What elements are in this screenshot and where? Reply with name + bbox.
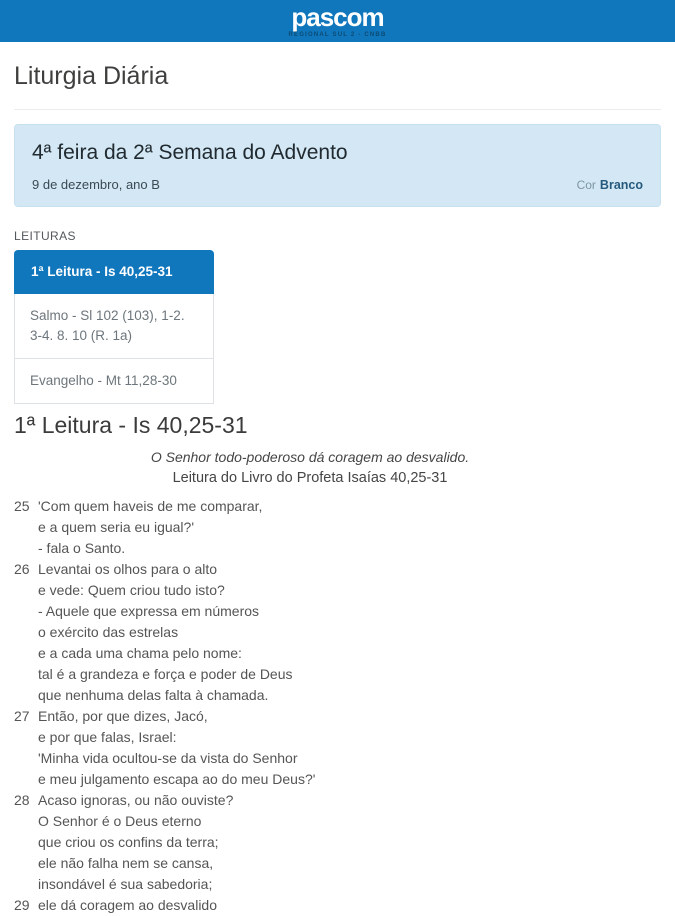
- verse-number: [14, 832, 38, 853]
- header-bar: [0, 0, 675, 42]
- verse-text: ele dá coragem ao desvalido: [38, 897, 218, 913]
- day-card-date: 9 de dezembro, ano B: [32, 177, 160, 192]
- verse-text: Acaso ignoras, ou não ouviste?: [38, 792, 234, 808]
- page-title: Liturgia Diária: [14, 62, 169, 90]
- verse-number: 26: [14, 561, 30, 577]
- verse-line: [14, 853, 661, 874]
- verse-number: [14, 643, 38, 664]
- verse-line: [14, 790, 661, 811]
- verse-line: [14, 685, 661, 706]
- verse-number: [14, 727, 38, 748]
- day-card-meta: [32, 177, 643, 192]
- verse-line: [14, 748, 661, 769]
- verse-number: [14, 874, 38, 895]
- verse-text: que nenhuma delas falta à chamada.: [38, 687, 269, 703]
- verse-number: 28: [14, 792, 30, 808]
- verse-text: O Senhor é o Deus eterno: [38, 813, 202, 829]
- verse-text: - Aquele que expressa em números: [38, 603, 260, 619]
- verse-number: 29: [14, 897, 30, 913]
- verse-number: [14, 601, 38, 622]
- verse-text: e por que falas, Israel:: [38, 729, 177, 745]
- verse-text: tal é a grandeza e força e poder de Deus: [38, 666, 293, 682]
- verse-text: insondável é sua sabedoria;: [38, 876, 213, 892]
- verse-line: [14, 832, 661, 853]
- verse-number: [14, 685, 38, 706]
- verse-line: [14, 874, 661, 895]
- verse-number: [14, 622, 38, 643]
- verse-text: o exército das estrelas: [38, 624, 179, 640]
- color-value: Branco: [599, 178, 643, 192]
- verse-number: [14, 748, 38, 769]
- leituras-label: LEITURAS: [14, 229, 76, 243]
- verse-line: [14, 895, 661, 916]
- pascom-logo-subtitle: REGIONAL SUL 2 - CNBB: [288, 32, 387, 38]
- verse-text: - fala o Santo.: [38, 540, 126, 556]
- color-label: Cor: [576, 178, 596, 192]
- verse-line: [14, 622, 661, 643]
- verse-line: [14, 706, 661, 727]
- verse-number: [14, 517, 38, 538]
- day-card: [14, 124, 661, 207]
- verse-number: 27: [14, 708, 30, 724]
- verse-line: [14, 811, 661, 832]
- verse-number: [14, 580, 38, 601]
- reading-source: Leitura do Livro do Profeta Isaías 40,25-31: [172, 470, 448, 486]
- verse-line: [14, 601, 661, 622]
- verse-line: [14, 769, 661, 790]
- verse-line: [14, 517, 661, 538]
- reading-heading: 1ª Leitura - Is 40,25-31: [14, 412, 248, 438]
- pascom-logo[interactable]: [289, 4, 387, 38]
- verse-text: 'Com quem haveis de me comparar,: [38, 498, 263, 514]
- verse-text: que criou os confins da terra;: [38, 834, 219, 850]
- verses-block: [14, 496, 661, 916]
- verse-number: [14, 811, 38, 832]
- verse-text: ele não falha nem se cansa,: [38, 855, 214, 871]
- verse-line: [14, 580, 661, 601]
- reading-tab[interactable]: Evangelho - Mt 11,28-30: [14, 359, 214, 404]
- verse-text: Levantai os olhos para o alto: [38, 561, 218, 577]
- reading-epigraph: O Senhor todo-poderoso dá coragem ao desvalido.: [150, 449, 470, 465]
- reading-tab[interactable]: Salmo - Sl 102 (103), 1-2. 3-4. 8. 10 (R. 1a): [14, 294, 214, 359]
- readings-tab-list: [14, 250, 214, 404]
- day-card-title: 4ª feira da 2ª Semana do Advento: [32, 141, 348, 164]
- verse-text: Então, por que dizes, Jacó,: [38, 708, 208, 724]
- verse-line: [14, 538, 661, 559]
- verse-number: [14, 769, 38, 790]
- verse-line: [14, 664, 661, 685]
- reading-intro: [14, 449, 606, 486]
- pascom-logo-text: pascom: [291, 2, 384, 32]
- verse-line: [14, 559, 661, 580]
- verse-line: [14, 643, 661, 664]
- verse-number: [14, 538, 38, 559]
- divider: [14, 109, 661, 110]
- verse-text: e meu julgamento escapa ao do meu Deus?': [38, 771, 316, 787]
- verse-text: 'Minha vida ocultou-se da vista do Senhor: [38, 750, 298, 766]
- verse-text: e a quem seria eu igual?': [38, 519, 194, 535]
- verse-number: [14, 664, 38, 685]
- liturgical-color: [577, 178, 643, 192]
- verse-text: e a cada uma chama pelo nome:: [38, 645, 242, 661]
- main-content: [0, 62, 675, 916]
- verse-number: 25: [14, 498, 30, 514]
- verse-number: [14, 853, 38, 874]
- reading-tab-active[interactable]: 1ª Leitura - Is 40,25-31: [14, 250, 214, 294]
- verse-line: [14, 727, 661, 748]
- verse-text: e vede: Quem criou tudo isto?: [38, 582, 225, 598]
- verse-line: [14, 496, 661, 517]
